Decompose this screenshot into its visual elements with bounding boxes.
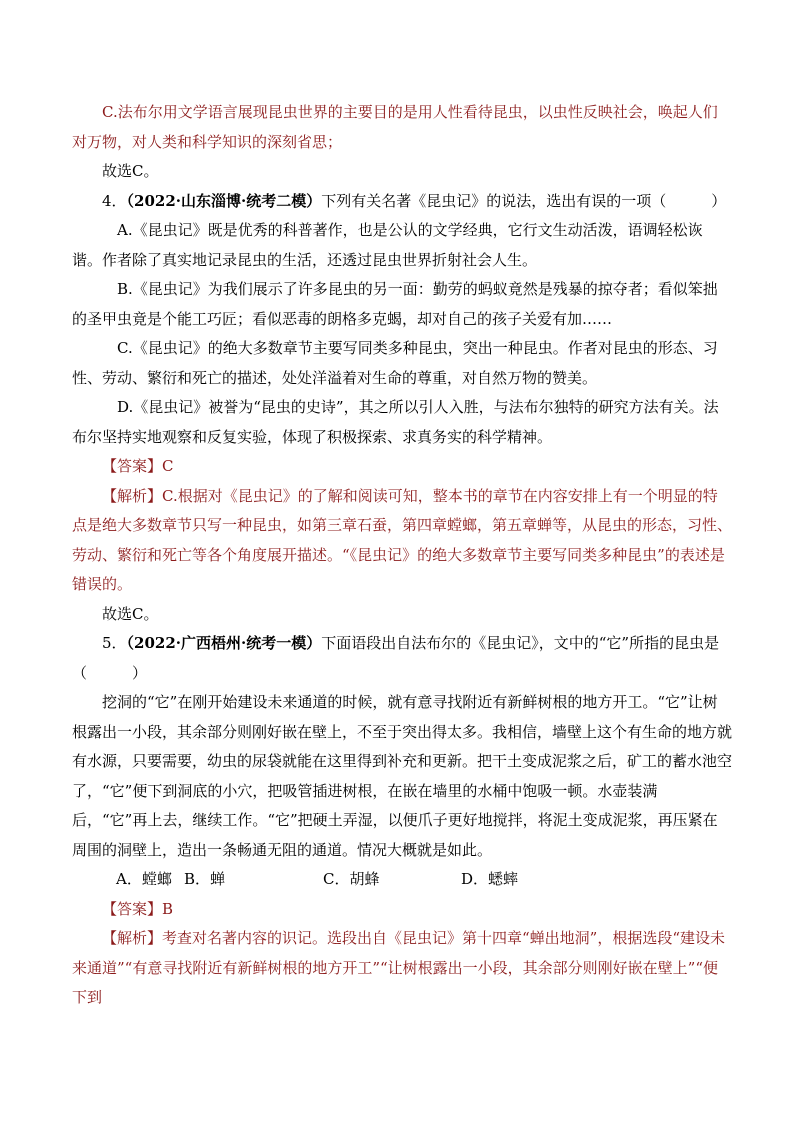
question-5-number: 5． [102,634,127,652]
question-4-conclusion: 故选C。 [102,604,159,623]
answer-label: 【答案】 [102,457,163,475]
analysis-text: C.根据对《昆虫记》的了解和阅读可知，整本书的章节在内容安排上有一个明显的特点是绝大多数章节只写一种昆虫，如第三章石蚕，第四章螳螂，第五章蝉等，从昆虫的形态，习性、劳动、繁衍和死亡等各个角度展开描述。“《昆虫记》的绝大多数章节主要写同类多种昆虫”的表述是错误的。 [72,486,733,593]
question-4-analysis [72,482,732,600]
question-5-passage: 挖洞的“它”在刚开始建设未来通道的时候，就有意寻找附近有新鲜树根的地方开工。“它”让树根露出一小段，其余部分则刚好嵌在壁上，不至于突出得太多。我相信，墙壁上这个有生命的地方就有水源，只要需要，幼虫的尿袋就能在这里得到补充和更新。把干土变成泥浆之后，矿工的蓄水池空了，“它”便下到洞底的小穴，把吸管插进树根，在嵌在墙里的水桶中饱吸一顿。水壶装满后，“它”再上去，继续工作。“它”把硬土弄湿，以便爪子更好地搅拌，将泥土变成泥浆，再压紧在周围的洞壁上，造出一条畅通无阻的通道。情况大概就是如此。 [72,693,733,859]
question-5-stem [72,629,732,688]
question-4-option-b: B.《昆虫记》为我们展示了许多昆虫的另一面：勤劳的蚂蚁竟然是残暴的掠夺者；看似笨拙的圣甲虫竟是个能工巧匠；看似恶毒的朗格多克蝎，却对自己的孩子关爱有加…… [72,280,718,328]
question-5-analysis [72,924,732,1013]
question-5-text: 下面语段出自法布尔的《昆虫记》，文中的“它”所指的昆虫是（ ） [72,634,720,682]
question-4-answer [72,452,732,482]
choice-b: B．蝉 [184,870,226,888]
question-5-choices [72,865,732,895]
choice-d: D．蟋蟀 [461,870,519,888]
question-4-number: 4． [102,191,127,210]
choice-c: C．胡蜂 [323,870,380,888]
answer-label: 【答案】 [102,899,163,918]
question-4-option-a: A.《昆虫记》既是优秀的科普著作，也是公认的文学经典，它行文生动活泼，语调轻松诙谐。作者除了真实地记录昆虫的生活，还透过昆虫世界折射社会人生。 [72,221,703,269]
choice-a: A．螳螂 [116,870,172,888]
question-4-source: （2022·山东淄博·统考二模） [126,191,322,210]
question-4-stem [72,187,732,217]
question-4-text: 下列有关名著《昆虫记》的说法，选出有误的一项（ ） [321,191,727,210]
question-4-option-d: D.《昆虫记》被誉为“昆虫的史诗”，其之所以引人入胜，与法布尔独特的研究方法有关。法布尔坚持实地观察和反复实验，体现了积极探索、求真务实的科学精神。 [72,398,719,446]
answer-value: B [162,899,174,918]
question-5-source: （2022·广西梧州·统考一模） [126,634,322,652]
question-4-option-c: C.《昆虫记》的绝大多数章节主要写同类多种昆虫，突出一种昆虫。作者对昆虫的形态、习性、劳动、繁衍和死亡的描述，处处洋溢着对生命的尊重，对自然万物的赞美。 [72,339,718,387]
analysis-label: 【解析】 [102,486,163,505]
answer-value: C [162,457,174,475]
analysis-label: 【解析】 [102,929,163,947]
analysis-text: 考查对名著内容的识记。选段出自《昆虫记》第十四章“蝉出地洞”，根据选段“建设未来通道”“有意寻找附近有新鲜树根的地方开工”“让树根露出一小段，其余部分则刚好嵌在壁上”“便下到 [72,929,726,1006]
prev-analysis-line: C.法布尔用文学语言展现昆虫世界的主要目的是用人性看待昆虫，以虫性反映社会，唤起人们对万物，对人类和科学知识的深刻省思； [72,103,718,151]
question-5-answer [72,895,732,925]
prev-conclusion: 故选C。 [102,162,159,180]
document-content [72,98,732,1013]
